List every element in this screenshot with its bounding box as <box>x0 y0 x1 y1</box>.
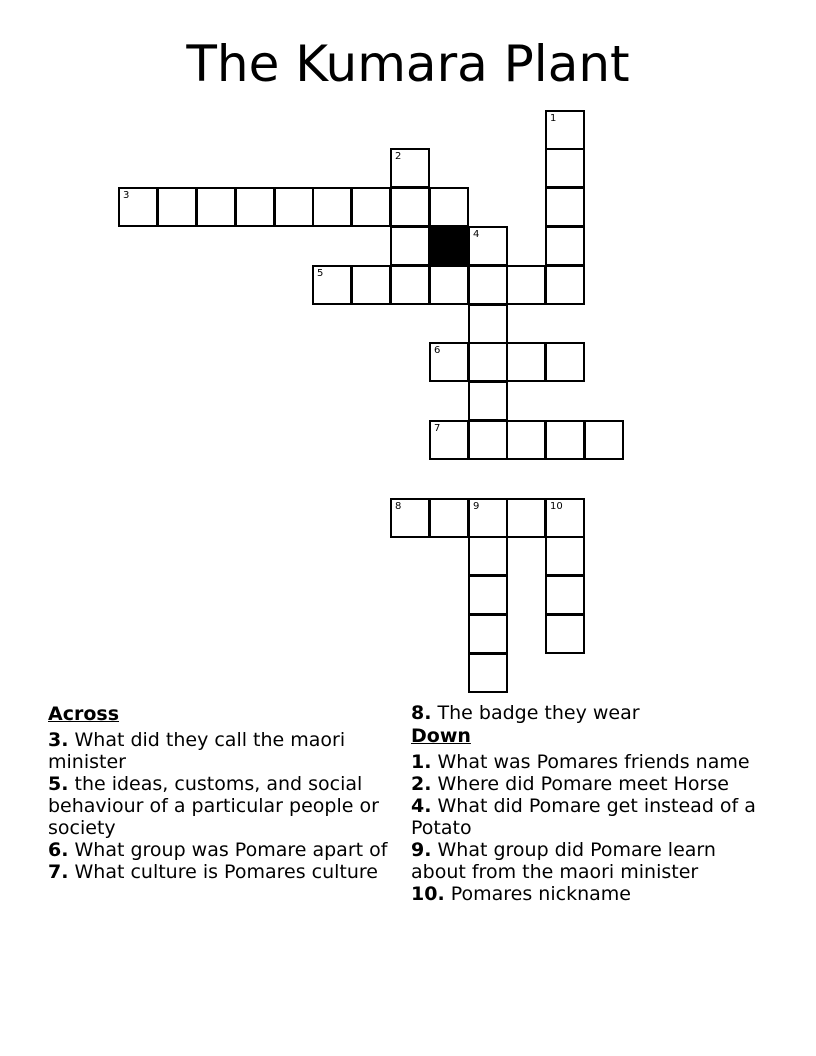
crossword-cell[interactable] <box>468 614 508 654</box>
crossword-cell[interactable] <box>468 304 508 344</box>
crossword-cell[interactable] <box>429 342 469 382</box>
crossword-cell[interactable] <box>545 110 585 150</box>
crossword-cell[interactable] <box>390 187 430 227</box>
crossword-cell[interactable] <box>545 226 585 266</box>
clue-number: 6 <box>434 345 441 356</box>
crossword-cell[interactable] <box>429 187 469 227</box>
clues-right-column <box>411 702 761 905</box>
page-title: The Kumara Plant <box>186 35 630 93</box>
clue-number: 2 <box>395 151 402 162</box>
crossword-cell[interactable] <box>351 187 391 227</box>
crossword-cell[interactable] <box>506 265 546 305</box>
crossword-cell[interactable] <box>390 148 430 188</box>
crossword-cell[interactable] <box>429 420 469 460</box>
crossword-cell[interactable] <box>545 148 585 188</box>
down-clue-9: 9. What group did Pomare learn about from the maori minister <box>411 839 716 883</box>
clue-number: 10 <box>550 501 563 512</box>
clue-number: 4 <box>473 229 480 240</box>
clue-number: 3 <box>123 190 130 201</box>
down-clue-1: 1. What was Pomares friends name <box>411 751 750 773</box>
crossword-cell[interactable] <box>468 653 508 693</box>
crossword-cell[interactable] <box>390 498 430 538</box>
black-square <box>429 226 469 266</box>
across-clue-8: 8. The badge they wear <box>411 702 640 724</box>
crossword-cell[interactable] <box>545 342 585 382</box>
clue-number: 1 <box>550 113 557 124</box>
crossword-cell[interactable] <box>468 498 508 538</box>
crossword-cell[interactable] <box>312 265 352 305</box>
crossword-cell[interactable] <box>506 342 546 382</box>
clue-number: 7 <box>434 423 441 434</box>
clues-left-column <box>48 702 403 883</box>
crossword-cell[interactable] <box>468 420 508 460</box>
crossword-cell[interactable] <box>118 187 158 227</box>
crossword-cell[interactable] <box>545 420 585 460</box>
clue-number: 5 <box>317 268 324 279</box>
crossword-cell[interactable] <box>468 265 508 305</box>
crossword-cell[interactable] <box>157 187 197 227</box>
crossword-cell[interactable] <box>196 187 236 227</box>
crossword-cell[interactable] <box>506 498 546 538</box>
across-heading: Across <box>48 703 120 725</box>
across-clue-7: 7. What culture is Pomares culture <box>48 861 378 883</box>
crossword-cell[interactable] <box>390 226 430 266</box>
down-clue-10: 10. Pomares nickname <box>411 883 631 905</box>
crossword-cell[interactable] <box>274 187 314 227</box>
down-heading: Down <box>411 725 471 747</box>
crossword-cell[interactable] <box>584 420 624 460</box>
crossword-cell[interactable] <box>429 265 469 305</box>
crossword-cell[interactable] <box>545 265 585 305</box>
across-clue-3: 3. What did they call the maori minister <box>48 729 346 773</box>
crossword-cell[interactable] <box>468 536 508 576</box>
crossword-cell[interactable] <box>312 187 352 227</box>
clue-number: 8 <box>395 501 402 512</box>
crossword-cell[interactable] <box>468 575 508 615</box>
down-clue-4: 4. What did Pomare get instead of a Potato <box>411 795 756 839</box>
crossword-cell[interactable] <box>390 265 430 305</box>
crossword-cell[interactable] <box>235 187 275 227</box>
crossword-cell[interactable] <box>545 614 585 654</box>
crossword-cell[interactable] <box>545 575 585 615</box>
down-clue-2: 2. Where did Pomare meet Horse <box>411 773 729 795</box>
crossword-cell[interactable] <box>545 187 585 227</box>
crossword-cell[interactable] <box>545 498 585 538</box>
crossword-cell[interactable] <box>351 265 391 305</box>
across-clue-5: 5. the ideas, customs, and social behaviour of a particular people or society <box>48 773 379 839</box>
crossword-cell[interactable] <box>429 498 469 538</box>
crossword-cell[interactable] <box>545 536 585 576</box>
crossword-cell[interactable] <box>468 342 508 382</box>
crossword-cell[interactable] <box>506 420 546 460</box>
crossword-cell[interactable] <box>468 381 508 421</box>
clue-number: 9 <box>473 501 480 512</box>
crossword-cell[interactable] <box>468 226 508 266</box>
across-clue-6: 6. What group was Pomare apart of <box>48 839 388 861</box>
